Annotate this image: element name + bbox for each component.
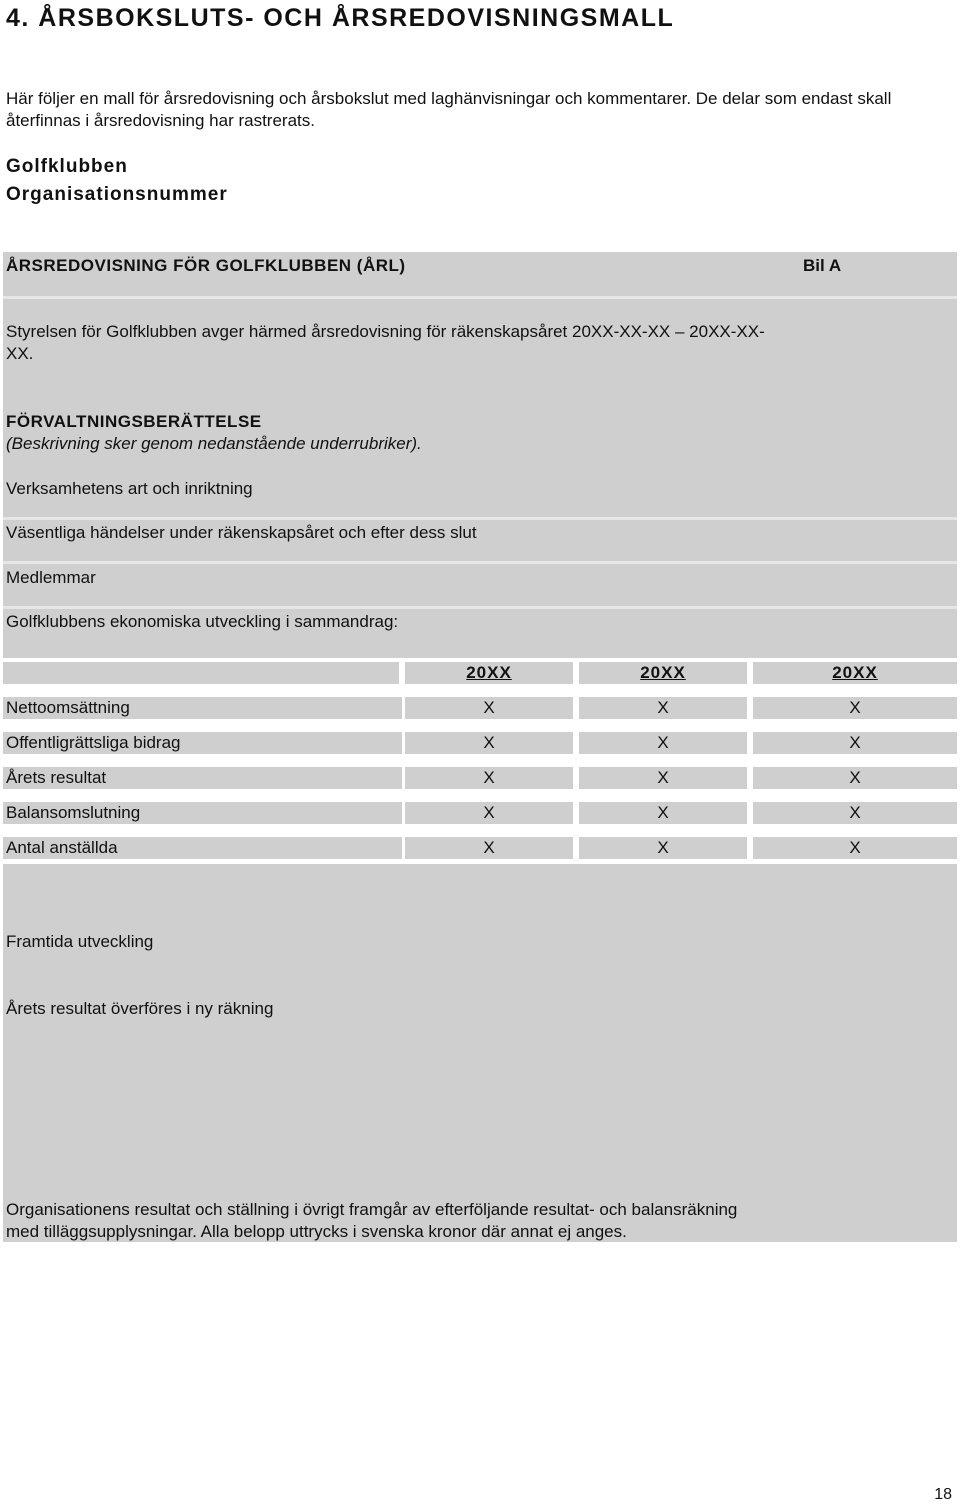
intro-text: Här följer en mall för årsredovisning och årsbokslut med laghänvisningar och kommentarer. De delar som endast skall återfinnas i årsredovisning har rastrerats.	[6, 89, 892, 130]
table-header-blank	[3, 662, 399, 684]
section-members: Medlemmar	[6, 568, 96, 587]
table-cell: X	[753, 767, 957, 789]
table-cell: X	[405, 802, 573, 824]
appendix-label: Bil A	[803, 256, 842, 275]
table-row-label: Antal anställda	[3, 837, 402, 859]
section-divider	[3, 517, 957, 520]
section-divider	[3, 606, 957, 609]
band-divider	[3, 296, 957, 299]
year-header: 20XX	[405, 662, 573, 684]
table-row-label: Balansomslutning	[3, 802, 402, 824]
table-row-label: Årets resultat	[3, 767, 402, 789]
mgmt-report-note: (Beskrivning sker genom nedanstående underrubriker).	[6, 434, 422, 453]
table-cell: X	[405, 697, 573, 719]
lower-band	[3, 864, 957, 1242]
table-cell: X	[405, 732, 573, 754]
result-carried-forward: Årets resultat överföres i ny räkning	[6, 999, 274, 1018]
management-report-band	[3, 296, 957, 658]
table-cell: X	[753, 837, 957, 859]
table-cell: X	[579, 837, 747, 859]
page-heading: 4. ÅRSBOKSLUTS- OCH ÅRSREDOVISNINGSMALL	[6, 4, 675, 32]
closing-line1: Organisationens resultat och ställning i övrigt framgår av efterföljande resultat- och balansräkning	[6, 1200, 738, 1219]
table-cell: X	[579, 697, 747, 719]
table-cell: X	[753, 732, 957, 754]
table-cell: X	[579, 732, 747, 754]
table-cell: X	[579, 802, 747, 824]
table-cell: X	[753, 697, 957, 719]
org-number-label: Organisationsnummer	[6, 184, 228, 205]
page-number: 18	[934, 1486, 952, 1503]
board-statement-line1: Styrelsen för Golfklubben avger härmed årsredovisning för räkenskapsåret 20XX-XX-XX – 20XX-XX-	[6, 322, 765, 341]
table-cell: X	[579, 767, 747, 789]
board-statement-line2: XX.	[6, 344, 34, 363]
future-development: Framtida utveckling	[6, 932, 154, 951]
table-row-label: Nettoomsättning	[3, 697, 402, 719]
section-divider	[3, 561, 957, 564]
year-header: 20XX	[579, 662, 747, 684]
table-cell: X	[405, 837, 573, 859]
mgmt-report-title: FÖRVALTNINGSBERÄTTELSE	[6, 412, 262, 431]
table-cell: X	[405, 767, 573, 789]
closing-line2: med tilläggsupplysningar. Alla belopp uttrycks i svenska kronor där annat ej anges.	[6, 1222, 627, 1241]
club-name: Golfklubben	[6, 156, 128, 177]
year-header: 20XX	[753, 662, 957, 684]
section-nature: Verksamhetens art och inriktning	[6, 479, 253, 498]
table-row-label: Offentligrättsliga bidrag	[3, 732, 402, 754]
section-summary: Golfklubbens ekonomiska utveckling i sammandrag:	[6, 612, 399, 631]
report-title: ÅRSREDOVISNING FÖR GOLFKLUBBEN (ÅRL)	[6, 256, 406, 275]
table-cell: X	[753, 802, 957, 824]
section-events: Väsentliga händelser under räkenskapsåret och efter dess slut	[6, 523, 477, 542]
